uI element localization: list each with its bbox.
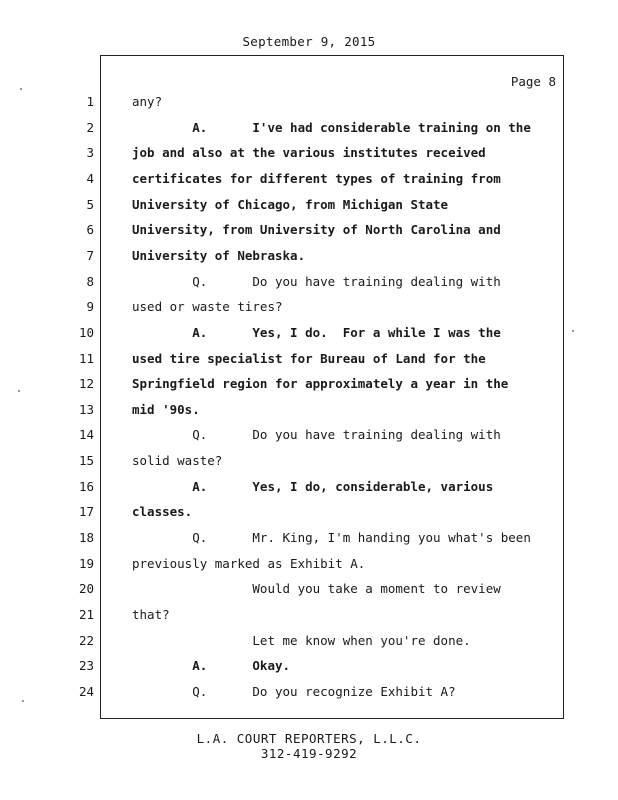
transcript-line-text: A. Okay. xyxy=(132,658,291,673)
page-number: Page 8 xyxy=(510,74,556,89)
transcript-line-text: Would you take a moment to review xyxy=(132,581,501,596)
transcript-line-text: A. I've had considerable training on the xyxy=(132,120,531,135)
transcript-line-text: used tire specialist for Bureau of Land for the xyxy=(132,351,486,366)
transcript-line-text: Q. Do you have training dealing with xyxy=(132,274,501,289)
line-number: 1 xyxy=(86,94,94,109)
transcript-line-text: A. Yes, I do, considerable, various xyxy=(132,479,494,494)
transcript-line-text: University of Chicago, from Michigan State xyxy=(132,197,449,212)
transcript-line-text: classes. xyxy=(132,504,193,519)
line-number: 10 xyxy=(78,325,94,340)
transcript-line-text: solid waste? xyxy=(132,453,223,468)
transcript-line-text: Q. Do you have training dealing with xyxy=(132,427,501,442)
transcript-line-text: Let me know when you're done. xyxy=(132,633,471,648)
line-number: 12 xyxy=(78,376,94,391)
line-number: 14 xyxy=(78,427,94,442)
scan-speck xyxy=(20,88,22,90)
line-number: 13 xyxy=(78,402,94,417)
line-number: 16 xyxy=(78,479,94,494)
page-header-date: September 9, 2015 xyxy=(242,34,376,49)
transcript-line-text: Springfield region for approximately a year in the xyxy=(132,376,509,391)
line-number: 5 xyxy=(86,197,94,212)
transcript-line-text: mid '90s. xyxy=(132,402,200,417)
transcript-line-text: A. Yes, I do. For a while I was the xyxy=(132,325,501,340)
line-number: 19 xyxy=(78,556,94,571)
line-number: 9 xyxy=(86,299,94,314)
line-number: 18 xyxy=(78,530,94,545)
transcript-line-text: previously marked as Exhibit A. xyxy=(132,556,366,571)
scan-speck xyxy=(22,700,24,702)
transcript-line-text: Q. Do you recognize Exhibit A? xyxy=(132,684,456,699)
footer-phone: 312-419-9292 xyxy=(260,746,358,761)
line-number: 3 xyxy=(86,145,94,160)
line-number: 15 xyxy=(78,453,94,468)
line-number: 17 xyxy=(78,504,94,519)
line-number: 24 xyxy=(78,684,94,699)
line-number: 6 xyxy=(86,222,94,237)
transcript-line-text: certificates for different types of training from xyxy=(132,171,501,186)
line-number: 11 xyxy=(78,351,94,366)
transcript-line-text: any? xyxy=(132,94,163,109)
transcript-line-text: University, from University of North Carolina and xyxy=(132,222,501,237)
transcript-line-text: job and also at the various institutes received xyxy=(132,145,486,160)
line-number: 4 xyxy=(86,171,94,186)
transcript-line-text: Q. Mr. King, I'm handing you what's been xyxy=(132,530,531,545)
transcript-line-text: University of Nebraska. xyxy=(132,248,306,263)
line-number: 23 xyxy=(78,658,94,673)
scan-speck xyxy=(18,390,20,392)
scan-speck xyxy=(572,330,574,332)
line-number: 21 xyxy=(78,607,94,622)
line-number: 20 xyxy=(78,581,94,596)
transcript-line-text: used or waste tires? xyxy=(132,299,283,314)
line-number: 2 xyxy=(86,120,94,135)
line-number: 22 xyxy=(78,633,94,648)
line-number: 7 xyxy=(86,248,94,263)
line-number: 8 xyxy=(86,274,94,289)
transcript-line-text: that? xyxy=(132,607,170,622)
footer-company: L.A. COURT REPORTERS, L.L.C. xyxy=(196,731,422,746)
